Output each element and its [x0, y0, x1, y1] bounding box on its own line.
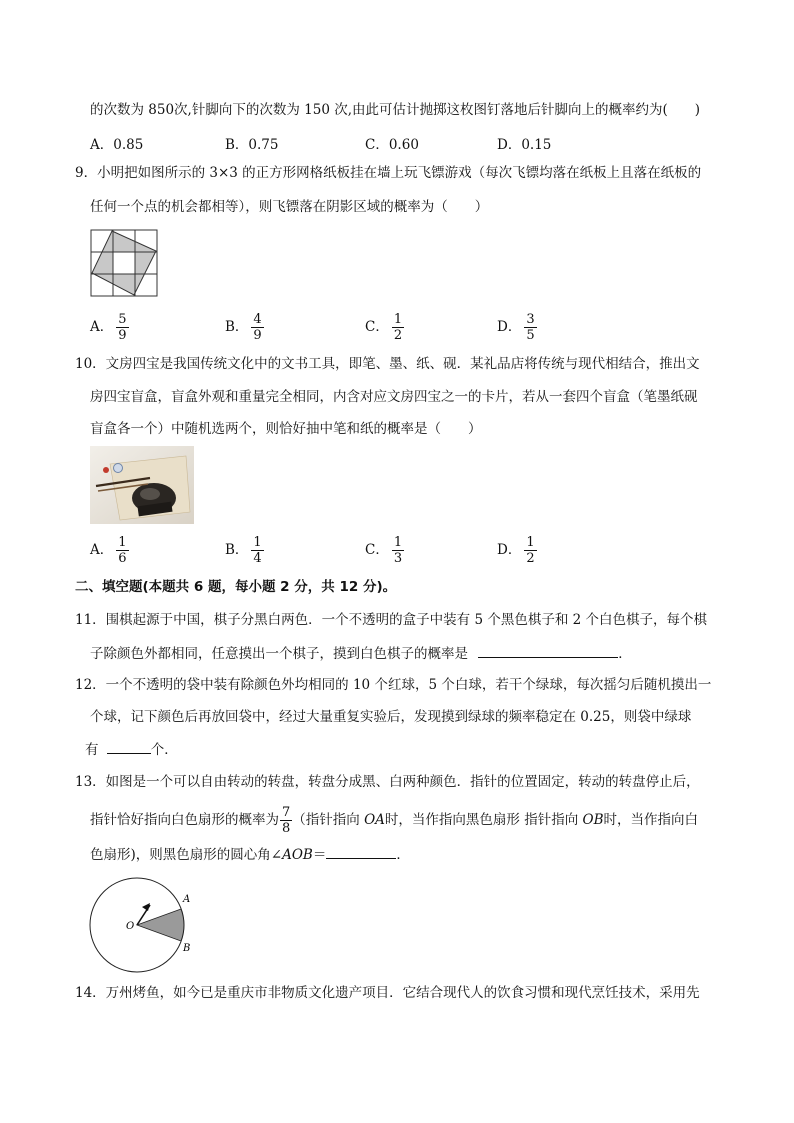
- q11-text-line2: 子除颜色外都相同，任意摸出一个棋子，摸到白色棋子的概率是 ．: [90, 643, 632, 664]
- q10-option-c: C． $\frac{1}{3}$: [365, 535, 403, 566]
- q10-option-d: D． $\frac{1}{2}$: [497, 535, 535, 566]
- q9-option-b: B． $\frac{4}{9}$: [225, 312, 262, 343]
- stationery-photo: [90, 446, 194, 524]
- q8-option-a: A．0.85: [90, 137, 144, 153]
- q11-text-line1: 11．围棋起源于中国，棋子分黑白两色．一个不透明的盒子中装有 5 个黑色棋子和 2 个白色棋子，每个棋: [75, 612, 708, 628]
- spinner-figure: [88, 876, 203, 976]
- q10-text-line1: 10．文房四宝是我国传统文化中的文书工具，即笔、墨、纸、砚．某礼品店将传统与现代相结合，推出文: [75, 356, 700, 372]
- q12-text-line1: 12．一个不透明的袋中装有除颜色外均相同的 10 个红球，5 个白球，若干个绿球，每次摇匀后随机摸出一: [75, 677, 712, 693]
- q9-option-d: D． $\frac{3}{5}$: [497, 312, 535, 343]
- label-a: A: [183, 894, 191, 905]
- section-heading: 二、填空题(本题共 6 题，每小题 2 分，共 12 分)。: [75, 579, 397, 595]
- q9-text-line2: 任何一个点的机会都相等），则飞镖落在阴影区域的概率为（ ）: [90, 199, 489, 215]
- label-b: B: [183, 943, 191, 954]
- q12-answer-blank[interactable]: [107, 739, 151, 754]
- label-o: O: [126, 921, 135, 932]
- q8-option-d: D．0.15: [497, 137, 552, 153]
- q13-text-line1: 13．如图是一个可以自由转动的转盘，转盘分成黑、白两种颜色．指针的位置固定，转动的转盘停止后，: [75, 774, 700, 790]
- q14-text-line1: 14．万州烤鱼，如今已是重庆市非物质文化遗产项目．它结合现代人的饮食习惯和现代烹饪技术，采用先: [75, 985, 700, 1001]
- q10-option-a: A． $\frac{1}{6}$: [90, 535, 127, 566]
- q11-answer-blank[interactable]: [478, 643, 618, 658]
- q8-option-b: B．0.75: [225, 137, 279, 153]
- q13-answer-blank[interactable]: [326, 844, 396, 859]
- grid-figure: [90, 229, 158, 297]
- q9-option-c: C． $\frac{1}{2}$: [365, 312, 403, 343]
- q12-text-line3: 有 个．: [85, 739, 178, 760]
- q12-text-line2: 个球，记下颜色后再放回袋中，经过大量重复实验后，发现摸到绿球的频率稳定在 0.25，则袋中绿球: [90, 709, 692, 725]
- q10-text-line3: 盲盒各一个）中随机选两个，则恰好抽中笔和纸的概率是（ ）: [90, 421, 482, 437]
- q13-text-line2: 指针恰好指向白色扇形的概率为 $\frac{7}{8}$ （指针指向 OA时，当作指向黑色扇形 指针指向 OB时，当作指向白: [90, 805, 698, 836]
- q9-text-line1: 9．小明把如图所示的 3×3 的正方形网格纸板挂在墙上玩飞镖游戏（每次飞镖均落在纸板上且落在纸板的: [75, 165, 702, 181]
- q10-option-b: B． $\frac{1}{4}$: [225, 535, 262, 566]
- q8-text: 的次数为 850次,针脚向下的次数为 150 次,由此可估计抛掷这枚图钉落地后针脚向上的概率约为( ): [90, 102, 701, 118]
- q13-text-line3: 色扇形)，则黑色扇形的圆心角∠AOB＝ ．: [90, 844, 410, 865]
- q10-text-line2: 房四宝盲盒，盲盒外观和重量完全相同，内含对应文房四宝之一的卡片，若从一套四个盲盒（笔墨纸砚: [90, 389, 698, 405]
- q8-option-c: C．0.60: [365, 137, 419, 153]
- q9-option-a: A． $\frac{5}{9}$: [90, 312, 127, 343]
